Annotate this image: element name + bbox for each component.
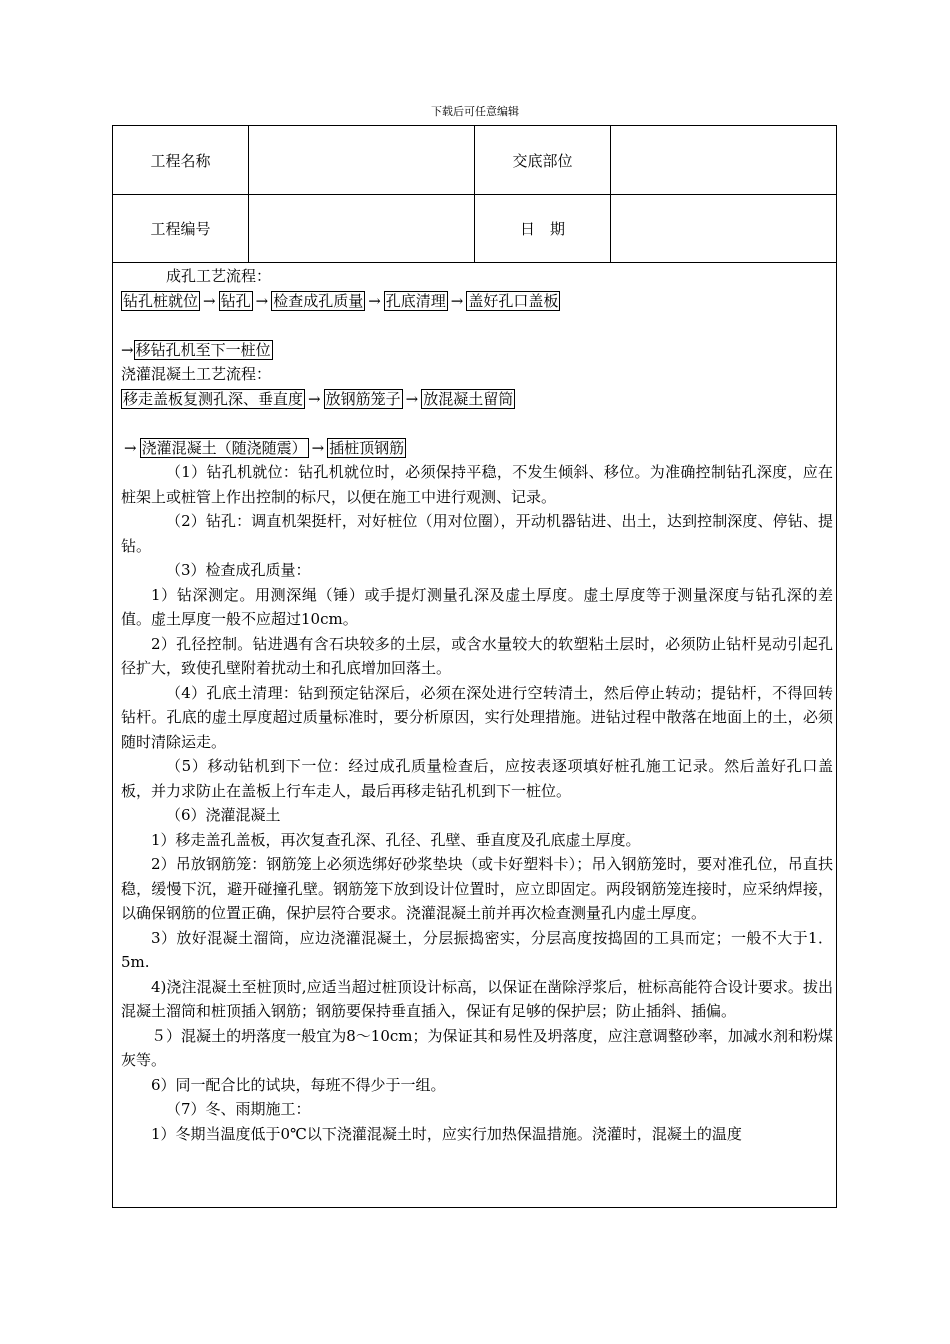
paragraph: 1）移走盖孔盖板，再次复查孔深、孔径、孔壁、垂直度及孔底虚土厚度。 bbox=[151, 830, 641, 849]
flow-step: 盖好孔口盖板 bbox=[468, 291, 559, 310]
paragraph: 2）孔径控制。钻进遇有含石块较多的土层，或含水量较大的软塑粘土层时，必须防止钻杆晃动引起孔径扩大，致使孔壁附着扰动土和孔底增加回落土。 bbox=[121, 634, 833, 677]
paragraph: 1）钻深测定。用测深绳（锤）或手提灯测量孔深及虚土厚度。虚土厚度等于测量深度与钻孔深的差值。虚土厚度一般不应超过10cm。 bbox=[121, 585, 833, 628]
paragraph: （4）孔底土清理：钻到预定钻深后，必须在深处进行空转清土，然后停止转动；提钻杆，不得回转钻杆。孔底的虚土厚度超过质量标准时，要分析原因，实行处理措施。进钻过程中散落在地面上的土，必须随时清除运走。 bbox=[121, 683, 833, 751]
flow-arrow: → bbox=[368, 291, 381, 310]
flow-step: 移钻孔机至下一桩位 bbox=[135, 340, 271, 359]
project-name-label: 工程名称 bbox=[113, 126, 249, 194]
download-note: 下载后可任意编辑 bbox=[431, 105, 519, 118]
paragraph: 4)浇注混凝土至桩顶时,应适当超过桩顶设计标高，以保证在凿除浮浆后，桩标高能符合设计要求。拔出混凝土溜筒和桩顶插入钢筋；钢筋要保持垂直插入，保证有足够的保护层；防止插斜、插偏。 bbox=[121, 977, 833, 1020]
project-number-label: 工程编号 bbox=[113, 194, 249, 262]
flow-step: 检查成孔质量 bbox=[273, 291, 364, 310]
flow-step: 浇灌混凝土（随浇随震） bbox=[141, 438, 307, 457]
flow-arrow: → bbox=[124, 438, 137, 457]
paragraph: 2）吊放钢筋笼：钢筋笼上必须选绑好砂浆垫块（或卡好塑料卡）；吊入钢筋笼时，要对准孔位，吊直扶稳，缓慢下沉，避开碰撞孔壁。钢筋笼下放到设计位置时，应立即固定。两段钢筋笼连接时，应采纳焊接，以确保钢筋的位置正确，保护层符合要求。浇灌混凝土前并再次检查测量孔内虚土厚度。 bbox=[121, 855, 833, 922]
flow-arrow: → bbox=[311, 438, 325, 457]
header-row-2 bbox=[113, 194, 836, 263]
flow-step: 插桩顶钢筋 bbox=[329, 438, 405, 457]
project-number-field[interactable] bbox=[249, 194, 475, 262]
pour-flow-line-1 bbox=[121, 387, 833, 412]
flow-step: 放钢筋笼子 bbox=[325, 389, 401, 408]
paragraph: ５）混凝土的坍落度一般宜为8～10cm；为保证其和易性及坍落度，应注意调整砂率，加减水剂和粉煤灰等。 bbox=[121, 1026, 833, 1069]
flow-step: 钻孔桩就位 bbox=[123, 291, 199, 310]
disclosure-content bbox=[121, 264, 833, 1146]
flow-arrow: → bbox=[203, 291, 216, 310]
hole-flow-line-2 bbox=[121, 338, 833, 363]
paragraph: （5）移动钻机到下一位：经过成孔质量检查后，应按表逐项填好桩孔施工记录。然后盖好孔口盖板，并力求防止在盖板上行车走人，最后再移走钻孔机到下一桩位。 bbox=[121, 757, 833, 800]
hole-flow-line-1 bbox=[121, 289, 833, 314]
paragraph: （1）钻孔机就位：钻孔机就位时，必须保持平稳，不发生倾斜、移位。为准确控制钻孔深度，应在桩架上或桩管上作出控制的标尺，以便在施工中进行观测、记录。 bbox=[121, 463, 833, 506]
flow-step: 放混凝土留筒 bbox=[423, 389, 514, 408]
pour-flow-title: 浇灌混凝土工艺流程： bbox=[121, 365, 272, 383]
flow-arrow: → bbox=[405, 389, 419, 408]
header-row-1 bbox=[113, 126, 836, 195]
flow-step: 孔底清理 bbox=[385, 291, 446, 310]
paragraph: 6）同一配合比的试块，每班不得少于一组。 bbox=[151, 1075, 446, 1094]
paragraph: 3）放好混凝土溜筒，应边浇灌混凝土，分层振捣密实，分层高度按捣固的工具而定；一般不大于1．5m. bbox=[121, 928, 833, 971]
disclosure-part-field[interactable] bbox=[611, 126, 836, 194]
paragraph: （7）冬、雨期施工： bbox=[166, 1100, 311, 1118]
flow-arrow: → bbox=[308, 389, 321, 408]
flow-step: 移走盖板复测孔深、垂直度 bbox=[123, 389, 304, 408]
flow-step: 钻孔 bbox=[220, 291, 251, 310]
date-field[interactable] bbox=[611, 194, 836, 262]
project-name-field[interactable] bbox=[249, 126, 475, 194]
flow-arrow: → bbox=[121, 340, 134, 359]
hole-flow-title: 成孔工艺流程： bbox=[166, 267, 272, 285]
pour-flow-line-2 bbox=[121, 436, 833, 461]
date-label: 日 期 bbox=[475, 194, 611, 262]
paragraph: 1）冬期当温度低于0℃以下浇灌混凝土时，应实行加热保温措施。浇灌时，混凝土的温度 bbox=[151, 1124, 742, 1143]
paragraph: （6）浇灌混凝土 bbox=[166, 806, 281, 824]
paragraph: （2）钻孔：调直机架挺杆，对好桩位（用对位圈），开动机器钻进、出土，达到控制深度、停钻、提钻。 bbox=[121, 512, 833, 555]
technical-disclosure-sheet bbox=[112, 125, 837, 1208]
flow-arrow: → bbox=[450, 291, 464, 310]
paragraph: （3）检查成孔质量： bbox=[166, 561, 311, 579]
flow-arrow: → bbox=[255, 291, 269, 310]
disclosure-part-label: 交底部位 bbox=[475, 126, 611, 194]
